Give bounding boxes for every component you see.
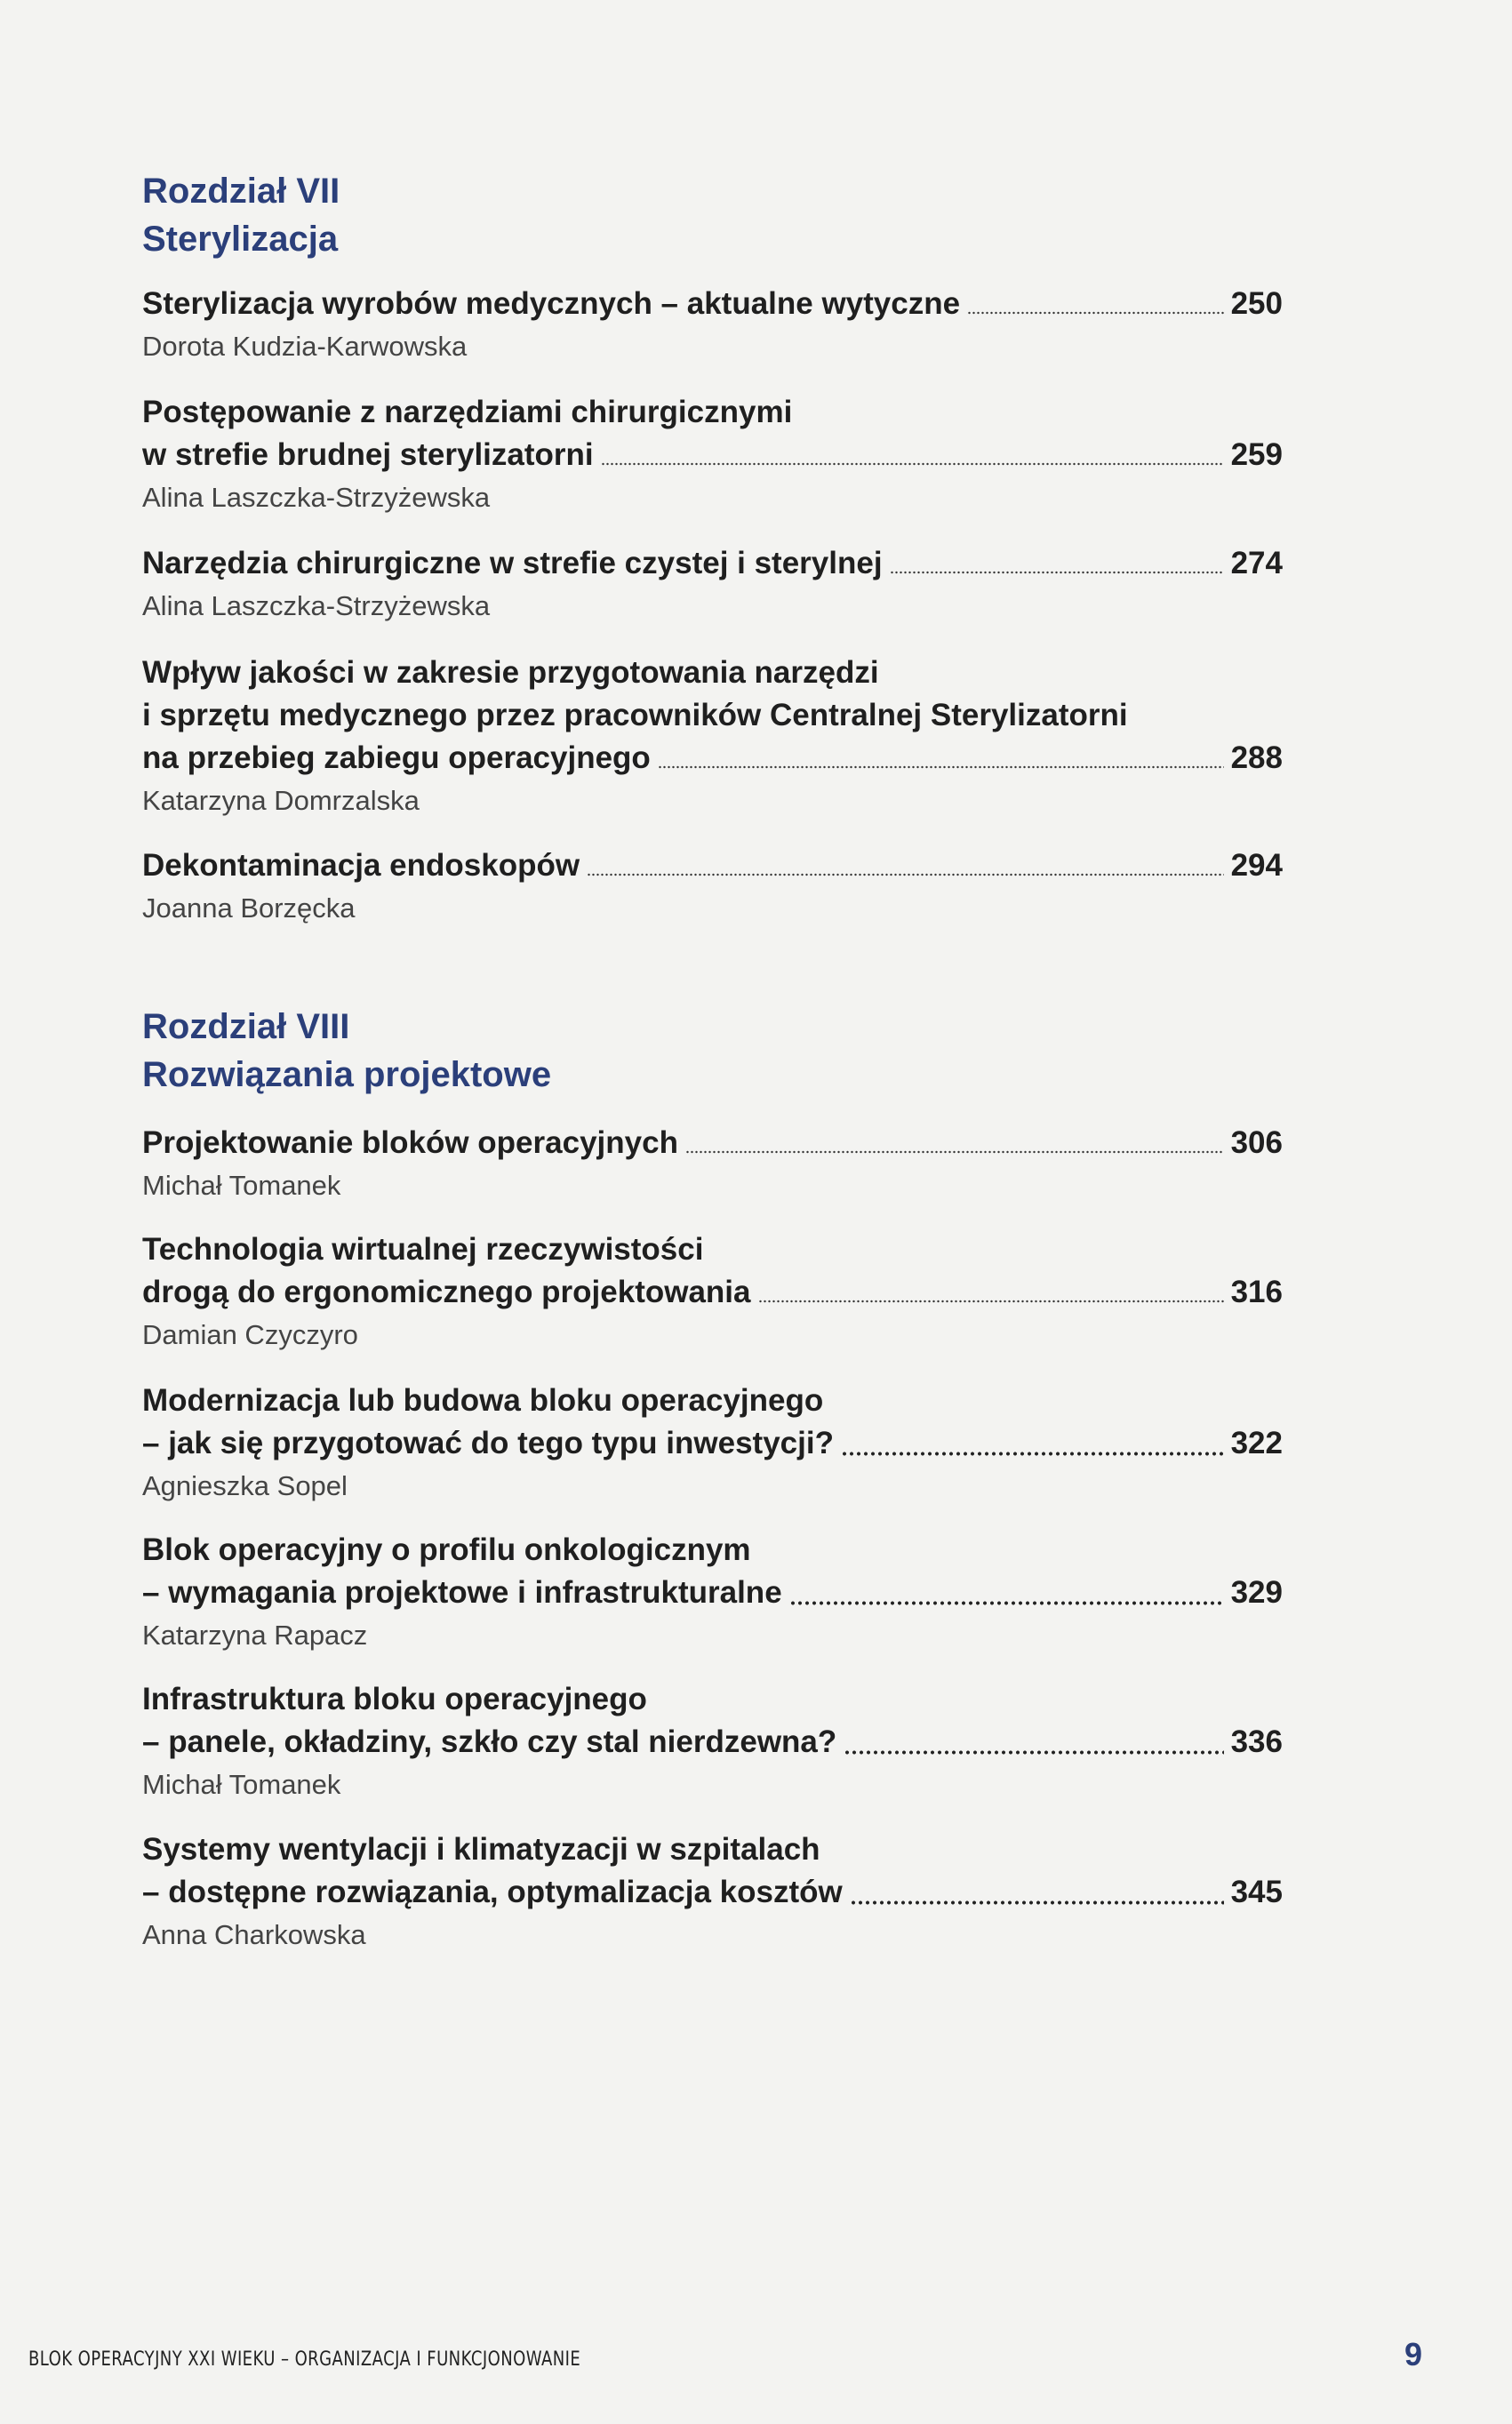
entry-title-line	[142, 1721, 1283, 1764]
entry-title: drogą do ergonomicznego projektowania	[142, 1275, 751, 1309]
entry-title-line	[142, 737, 1283, 780]
entry-title-line	[142, 844, 1283, 887]
toc-entry[interactable]	[142, 542, 1283, 626]
toc-entry[interactable]	[142, 1122, 1283, 1205]
entry-page-number: 250	[1230, 286, 1283, 321]
entry-title: Systemy wentylacji i klimatyzacji w szpitalach	[142, 1832, 820, 1867]
dot-leader	[658, 765, 1224, 769]
entry-title: – panele, okładziny, szkło czy stal nierdzewna?	[142, 1724, 837, 1759]
running-footer-title: BLOK OPERACYJNY XXI WIEKU – ORGANIZACJA I FUNKCJONOWANIE	[28, 2348, 581, 2371]
dot-leader	[967, 311, 1224, 315]
entry-title: – dostępne rozwiązania, optymalizacja kosztów	[142, 1875, 843, 1909]
dot-leader	[601, 462, 1224, 466]
entry-title: Wpływ jakości w zakresie przygotowania narzędzi	[142, 655, 879, 690]
entry-page-number: 259	[1230, 437, 1283, 472]
entry-page-number: 316	[1230, 1275, 1283, 1309]
chapter-title: Rozwiązania projektowe	[142, 1055, 552, 1094]
dot-leader	[758, 1300, 1224, 1303]
entry-page-number: 322	[1230, 1426, 1283, 1460]
entry-title: Dekontaminacja endoskopów	[142, 848, 580, 883]
entry-author: Katarzyna Domrzalska	[142, 785, 420, 816]
entry-author: Katarzyna Rapacz	[142, 1620, 368, 1651]
entry-title-line	[142, 434, 1283, 476]
entry-title-line	[142, 283, 1283, 325]
toc-entry[interactable]	[142, 283, 1283, 366]
entry-page-number: 306	[1230, 1125, 1283, 1160]
dot-leader	[890, 571, 1224, 574]
entry-title: Sterylizacja wyrobów medycznych – aktualne wytyczne	[142, 286, 961, 321]
entry-title: – wymagania projektowe i infrastrukturalne	[142, 1575, 782, 1610]
entry-page-number: 288	[1230, 740, 1283, 775]
entry-author: Agnieszka Sopel	[142, 1470, 348, 1501]
entry-title-line	[142, 1122, 1283, 1164]
toc-entry[interactable]	[142, 1828, 1283, 1955]
entry-title: – jak się przygotować do tego typu inwestycji?	[142, 1426, 834, 1460]
toc-entry[interactable]	[142, 844, 1283, 928]
toc-entry[interactable]	[142, 1228, 1283, 1355]
entry-title: Narzędzia chirurgiczne w strefie czystej i sterylnej	[142, 546, 883, 580]
chapter-heading	[142, 167, 1298, 263]
chapter-title: Sterylizacja	[142, 220, 339, 259]
entry-title: i sprzętu medycznego przez pracowników Centralnej Sterylizatorni	[142, 698, 1128, 732]
chapter-heading	[142, 1003, 1298, 1099]
entry-author: Anna Charkowska	[142, 1919, 366, 1950]
chapter-label: Rozdział VIII	[142, 1007, 350, 1046]
entry-page-number: 345	[1230, 1875, 1283, 1909]
entry-title: na przebieg zabiegu operacyjnego	[142, 740, 651, 775]
dot-leader	[587, 873, 1224, 876]
entry-title-line	[142, 1572, 1283, 1614]
entry-author: Joanna Borzęcka	[142, 892, 356, 924]
toc-entry[interactable]	[142, 1529, 1283, 1655]
entry-title-line	[142, 1871, 1283, 1914]
entry-title: Projektowanie bloków operacyjnych	[142, 1125, 678, 1160]
chapter-label: Rozdział VII	[142, 172, 340, 211]
dot-leader	[841, 1452, 1224, 1456]
entry-page-number: 329	[1230, 1575, 1283, 1610]
dot-leader	[789, 1601, 1224, 1605]
footer-page-number: 9	[1404, 2336, 1423, 2372]
toc-entry[interactable]	[142, 391, 1283, 517]
dot-leader	[850, 1900, 1224, 1905]
entry-title-line	[142, 1422, 1283, 1465]
entry-title: Postępowanie z narzędziami chirurgicznymi	[142, 395, 793, 429]
entry-page-number: 294	[1230, 848, 1283, 883]
entry-page-number: 336	[1230, 1724, 1283, 1759]
toc-entry[interactable]	[142, 1380, 1283, 1506]
entry-title: Modernizacja lub budowa bloku operacyjnego	[142, 1383, 824, 1418]
entry-author: Alina Laszczka-Strzyżewska	[142, 482, 491, 513]
dot-leader	[844, 1750, 1223, 1755]
entry-title: w strefie brudnej sterylizatorni	[142, 437, 594, 472]
entry-title-line	[142, 542, 1283, 585]
entry-title-line	[142, 1271, 1283, 1314]
toc-entry[interactable]	[142, 1678, 1283, 1804]
entry-author: Alina Laszczka-Strzyżewska	[142, 590, 491, 621]
entry-title: Infrastruktura bloku operacyjnego	[142, 1682, 647, 1716]
entry-author: Michał Tomanek	[142, 1170, 341, 1201]
entry-author: Dorota Kudzia-Karwowska	[142, 331, 468, 362]
entry-author: Damian Czyczyro	[142, 1319, 358, 1350]
entry-title: Blok operacyjny o profilu onkologicznym	[142, 1532, 751, 1567]
toc-entry[interactable]	[142, 652, 1283, 820]
entry-author: Michał Tomanek	[142, 1769, 341, 1800]
dot-leader	[685, 1150, 1224, 1154]
entry-title: Technologia wirtualnej rzeczywistości	[142, 1232, 704, 1267]
entry-page-number: 274	[1230, 546, 1283, 580]
